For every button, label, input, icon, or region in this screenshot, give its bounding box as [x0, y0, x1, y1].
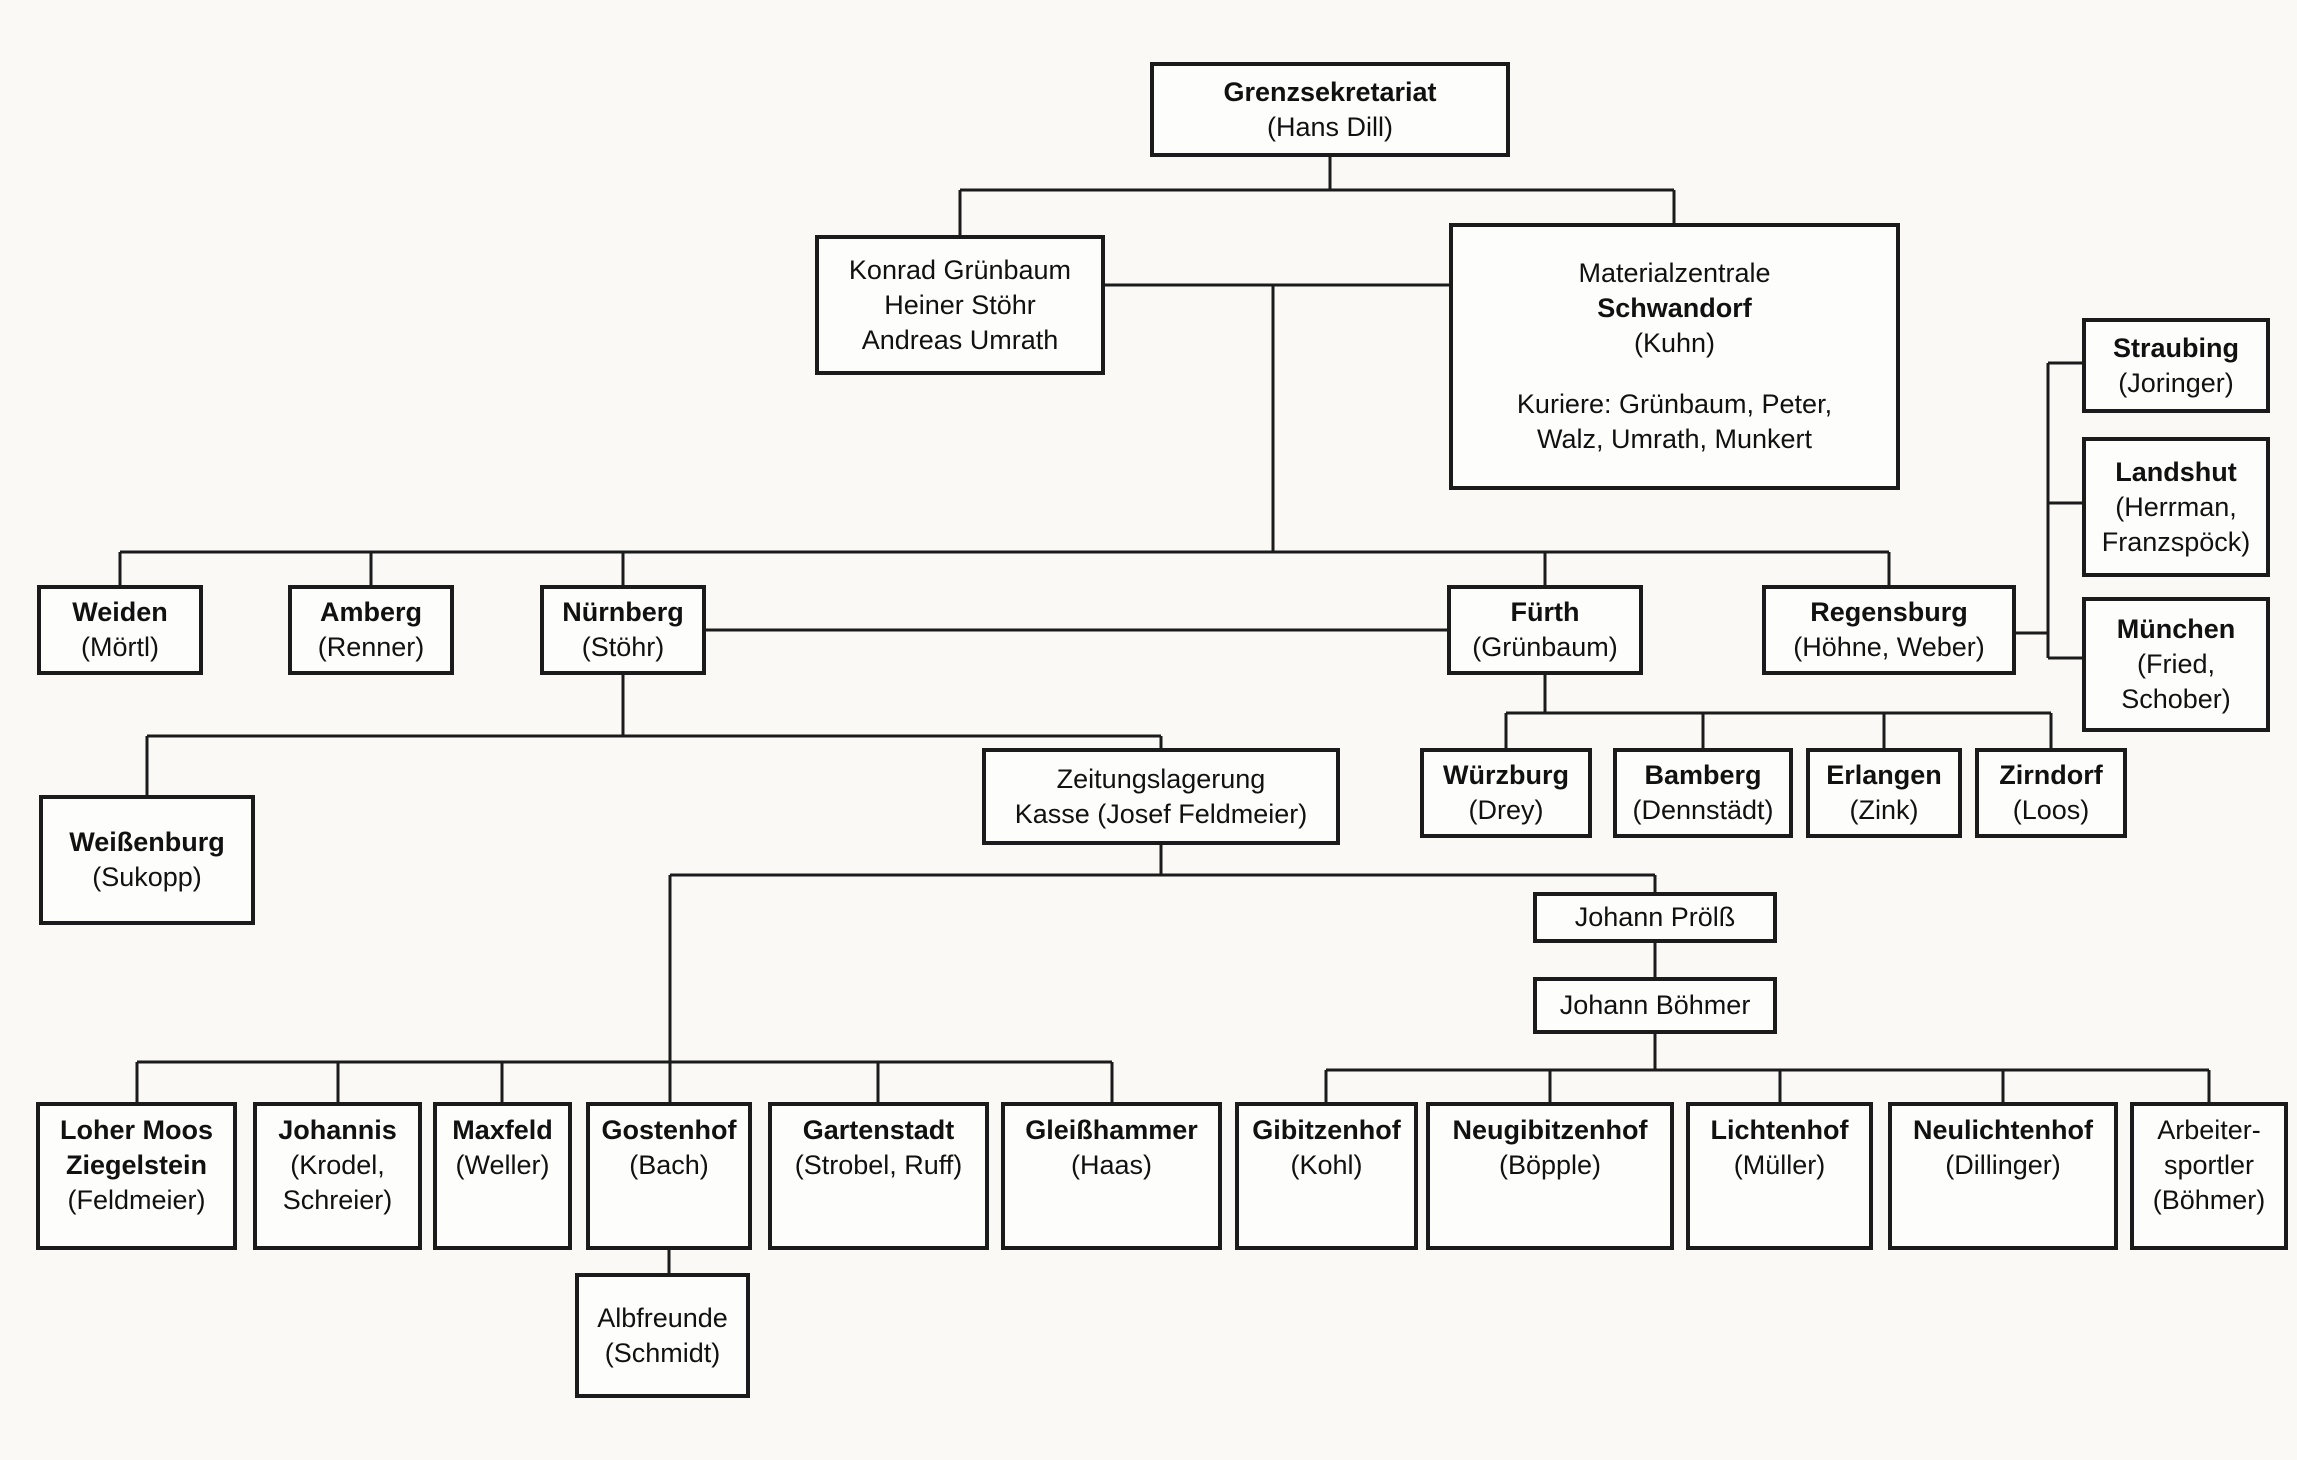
org-box-johann-proelss-line-0: Johann Prölß	[1574, 902, 1736, 932]
org-box-gibitzenhof-line-0: Gibitzenhof	[1252, 1115, 1401, 1145]
org-box-gostenhof	[586, 1102, 752, 1250]
org-box-zirndorf-line-0: Zirndorf	[1999, 760, 2103, 790]
org-box-fuehrungsgruppe	[815, 235, 1105, 375]
org-box-weissenburg	[39, 795, 255, 925]
org-box-materialzentrale-line-5: Walz, Umrath, Munkert	[1536, 424, 1813, 454]
org-box-bamberg	[1613, 748, 1793, 838]
org-box-maxfeld-line-0: Maxfeld	[452, 1115, 553, 1145]
org-box-regensburg-line-1: (Höhne, Weber)	[1793, 632, 1985, 662]
org-box-arbeitersportler-line-1: sportler	[2163, 1150, 2255, 1180]
org-box-johannis-line-2: Schreier)	[282, 1185, 393, 1215]
org-box-neulichtenhof-line-0: Neulichtenhof	[1913, 1115, 2093, 1145]
org-box-bamberg-line-0: Bamberg	[1644, 760, 1762, 790]
org-box-bamberg-line-1: (Dennstädt)	[1632, 795, 1774, 825]
org-box-gartenstadt	[768, 1102, 989, 1250]
org-box-gartenstadt-line-0: Gartenstadt	[802, 1115, 955, 1145]
org-box-gleisshammer-line-1: (Haas)	[1070, 1150, 1152, 1180]
org-box-erlangen	[1806, 748, 1962, 838]
org-box-grenzsekretariat	[1150, 62, 1510, 157]
org-box-nuernberg-line-0: Nürnberg	[562, 597, 684, 627]
org-box-loher-moos-ziegelstein-line-1: Ziegelstein	[65, 1150, 208, 1180]
org-box-materialzentrale-line-0: Materialzentrale	[1578, 258, 1771, 288]
org-box-neulichtenhof-line-1: (Dillinger)	[1945, 1150, 2061, 1180]
org-box-landshut	[2082, 437, 2270, 577]
org-box-lichtenhof-line-1: (Müller)	[1733, 1150, 1826, 1180]
org-box-fuehrungsgruppe-line-1: Heiner Stöhr	[884, 289, 1036, 320]
org-box-gartenstadt-line-1: (Strobel, Ruff)	[794, 1150, 963, 1180]
org-box-muenchen-line-2: Schober)	[2121, 684, 2231, 714]
org-box-gibitzenhof-line-1: (Kohl)	[1290, 1150, 1363, 1180]
org-box-fuehrungsgruppe-line-0: Konrad Grünbaum	[848, 254, 1072, 285]
org-box-materialzentrale-line-4: Kuriere: Grünbaum, Peter,	[1516, 389, 1833, 419]
org-box-materialzentrale	[1449, 223, 1900, 490]
org-box-weissenburg-line-1: (Sukopp)	[92, 862, 202, 892]
org-box-arbeitersportler-line-2: (Böhmer)	[2152, 1185, 2266, 1215]
org-box-regensburg-line-0: Regensburg	[1810, 597, 1968, 627]
org-box-erlangen-line-0: Erlangen	[1826, 760, 1942, 790]
org-box-landshut-line-2: Franzspöck)	[2101, 526, 2251, 557]
org-box-arbeitersportler	[2130, 1102, 2288, 1250]
org-box-straubing-line-0: Straubing	[2113, 332, 2239, 363]
org-box-nuernberg	[540, 585, 706, 675]
org-box-wuerzburg-line-0: Würzburg	[1443, 760, 1569, 790]
org-box-grenzsekretariat-line-1: (Hans Dill)	[1266, 111, 1393, 142]
org-box-straubing	[2082, 318, 2270, 413]
org-box-maxfeld-line-1: (Weller)	[455, 1150, 550, 1180]
org-box-muenchen-line-0: München	[2116, 614, 2236, 644]
org-box-weiden	[37, 585, 203, 675]
org-box-materialzentrale-line-2: (Kuhn)	[1633, 328, 1716, 358]
org-box-gostenhof-line-1: (Bach)	[629, 1150, 709, 1180]
org-box-muenchen-line-1: (Fried,	[2136, 649, 2215, 679]
org-box-johann-boehmer	[1533, 977, 1777, 1034]
org-box-fuehrungsgruppe-line-2: Andreas Umrath	[861, 324, 1059, 355]
org-box-johannis-line-1: (Krodel,	[290, 1150, 385, 1180]
org-box-albfreunde	[575, 1273, 750, 1398]
org-box-nuernberg-line-1: (Stöhr)	[581, 632, 665, 662]
org-box-wuerzburg	[1420, 748, 1592, 838]
org-box-gleisshammer	[1001, 1102, 1222, 1250]
org-box-loher-moos-ziegelstein-line-2: (Feldmeier)	[67, 1185, 206, 1215]
org-box-loher-moos-ziegelstein-line-0: Loher Moos	[60, 1115, 213, 1145]
org-box-loher-moos-ziegelstein	[36, 1102, 237, 1250]
org-box-landshut-line-1: (Herrman,	[2115, 491, 2237, 522]
org-box-lichtenhof-line-0: Lichtenhof	[1710, 1115, 1849, 1145]
org-box-amberg-line-1: (Renner)	[317, 632, 425, 662]
org-box-neugibitzenhof	[1426, 1102, 1674, 1250]
org-box-zirndorf	[1975, 748, 2127, 838]
org-box-amberg	[288, 585, 454, 675]
org-box-zeitungslagerung-line-0: Zeitungslagerung	[1056, 763, 1266, 794]
org-box-regensburg	[1762, 585, 2016, 675]
org-box-zeitungslagerung-line-1: Kasse (Josef Feldmeier)	[1014, 798, 1308, 829]
org-box-amberg-line-0: Amberg	[319, 597, 422, 627]
org-box-neulichtenhof	[1888, 1102, 2118, 1250]
org-box-materialzentrale-line-1: Schwandorf	[1597, 293, 1752, 323]
org-box-johann-proelss	[1533, 892, 1777, 943]
org-box-landshut-line-0: Landshut	[2115, 456, 2237, 487]
org-box-fuerth-line-0: Fürth	[1510, 597, 1580, 627]
org-box-weiden-line-0: Weiden	[72, 597, 168, 627]
org-box-albfreunde-line-0: Albfreunde	[597, 1302, 728, 1333]
org-box-weissenburg-line-0: Weißenburg	[69, 827, 225, 857]
org-box-albfreunde-line-1: (Schmidt)	[604, 1337, 721, 1368]
org-box-gibitzenhof	[1235, 1102, 1418, 1250]
org-box-muenchen	[2082, 597, 2270, 732]
org-box-johannis	[253, 1102, 422, 1250]
org-box-erlangen-line-1: (Zink)	[1849, 795, 1919, 825]
org-box-gleisshammer-line-0: Gleißhammer	[1025, 1115, 1198, 1145]
org-box-gostenhof-line-0: Gostenhof	[601, 1115, 737, 1145]
org-box-johann-boehmer-line-0: Johann Böhmer	[1559, 990, 1751, 1020]
org-box-johannis-line-0: Johannis	[278, 1115, 397, 1145]
org-box-wuerzburg-line-1: (Drey)	[1468, 795, 1544, 825]
org-box-grenzsekretariat-line-0: Grenzsekretariat	[1223, 76, 1437, 107]
org-box-fuerth	[1447, 585, 1643, 675]
org-box-neugibitzenhof-line-0: Neugibitzenhof	[1452, 1115, 1648, 1145]
org-box-fuerth-line-1: (Grünbaum)	[1472, 632, 1618, 662]
org-box-arbeitersportler-line-0: Arbeiter-	[2157, 1115, 2261, 1145]
org-box-lichtenhof	[1686, 1102, 1873, 1250]
org-box-maxfeld	[433, 1102, 572, 1250]
org-box-zirndorf-line-1: (Loos)	[2012, 795, 2090, 825]
org-box-neugibitzenhof-line-1: (Böpple)	[1498, 1150, 1602, 1180]
org-box-zeitungslagerung	[982, 748, 1340, 845]
org-box-straubing-line-1: (Joringer)	[2118, 367, 2234, 398]
org-box-weiden-line-1: (Mörtl)	[81, 632, 159, 662]
